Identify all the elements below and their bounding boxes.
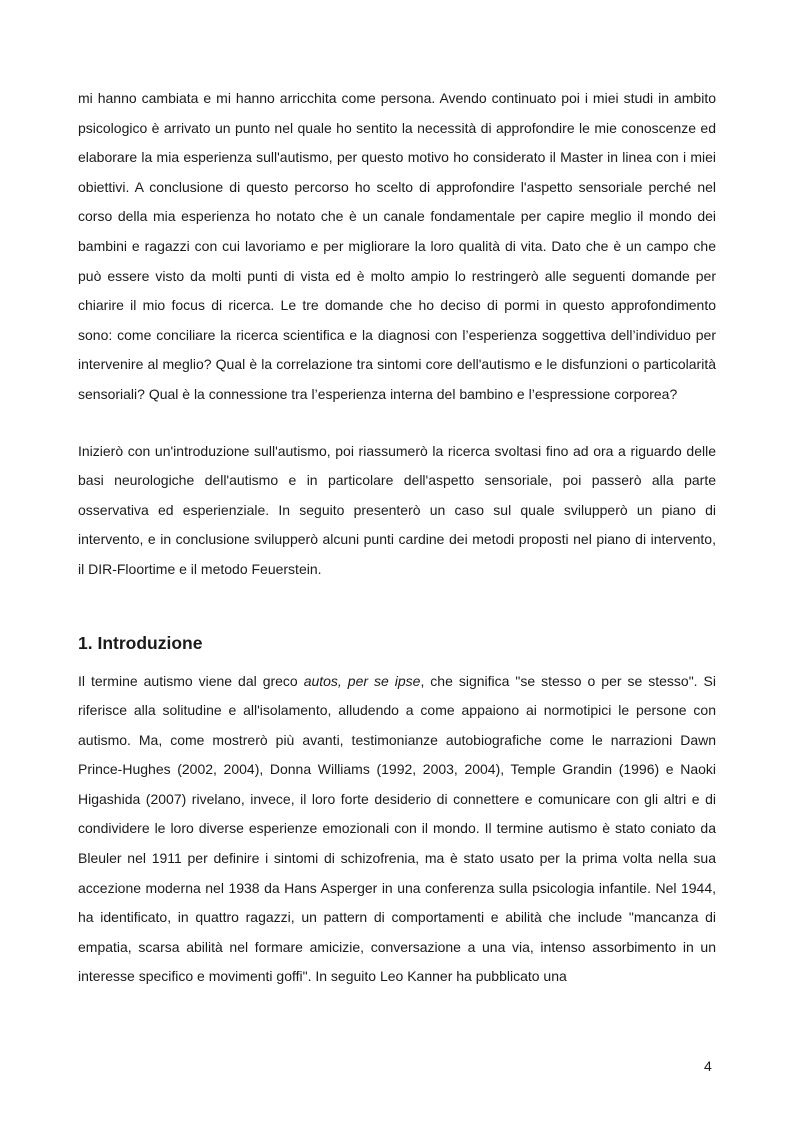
page-number: 4 [704, 1058, 712, 1074]
body-paragraph-2: Inizierò con un'introduzione sull'autismo, poi riassumerò la ricerca svoltasi fino ad ora a riguardo delle basi neurologiche dell'autismo e in particolare dell'aspetto sensoriale, poi passerò alla parte osservativa ed esperienziale. In seguito presenterò un caso sul quale svilupperò un piano di intervento, e in conclusione svilupperò alcuni punti cardine dei metodi proposti nel piano di intervento, il DIR-Floortime e il metodo Feuerstein. [78, 442, 716, 577]
body-paragraph-3 [78, 667, 716, 993]
paragraph-3-text-rest: , che significa "se stesso o per se stesso". Si riferisce alla solitudine e all'isolamento, alludendo a come appaiono ai normotipici le persone con autismo. Ma, come mostrerò più avanti, testimonianze autobiografiche come le narrazioni Dawn Prince-Hughes (2002, 2004), Donna Williams (1992, 2003, 2004), Temple Grandin (1996) e Naoki Higashida (2007) rivelano, invece, il loro forte desiderio di connettere e comunicare con gli altri e di condividere le loro diverse esperienze emozionali con il mondo. Il termine autismo è stato coniato da Bleuler nel 1911 per definire i sintomi di schizofrenia, ma è stato usato per la prima volta nella sua accezione moderna nel 1938 da Hans Asperger in una conferenza sulla psicologia infantile. Nel 1944, ha identificato, in quattro ragazzi, un pattern di comportamenti e abilità che include "mancanza di empatia, scarsa abilità nel formare amicizie, conversazione a una via, intenso assorbimento in un interesse specifico e movimenti goffi". In seguito Leo Kanner ha pubblicato una [78, 672, 716, 985]
body-paragraph-1: mi hanno cambiata e mi hanno arricchita come persona. Avendo continuato poi i miei studi in ambito psicologico è arrivato un punto nel quale ho sentito la necessità di approfondire le mie conoscenze ed elaborare la mia esperienza sull'autismo, per questo motivo ho considerato il Master in linea con i miei obiettivi. A conclusione di questo percorso ho scelto di approfondire l'aspetto sensoriale perché nel corso della mia esperienza ho notato che è un canale fondamentale per capire meglio il mondo dei bambini e ragazzi con cui lavoriamo e per migliorare la loro qualità di vita. Dato che è un campo che può essere visto da molti punti di vista ed è molto ampio lo restringerò alle seguenti domande per chiarire il mio focus di ricerca. Le tre domande che ho deciso di pormi in questo approfondimento sono: come conciliare la ricerca scientifica e la diagnosi con l’esperienza soggettiva dell’individuo per intervenire al meglio? Qual è la correlazione tra sintomi core dell'autismo e le disfunzioni o particolarità sensoriali? Qual è la connessione tra l’esperienza interna del bambino e l’espressione corporea? [78, 90, 716, 402]
paragraph-3-italic-term: autos, per se ipse [303, 672, 421, 689]
paragraph-3-text-start: Il termine autismo viene dal greco [78, 672, 304, 689]
section-heading-introduzione: 1. Introduzione [78, 632, 203, 653]
page-content [78, 84, 716, 992]
